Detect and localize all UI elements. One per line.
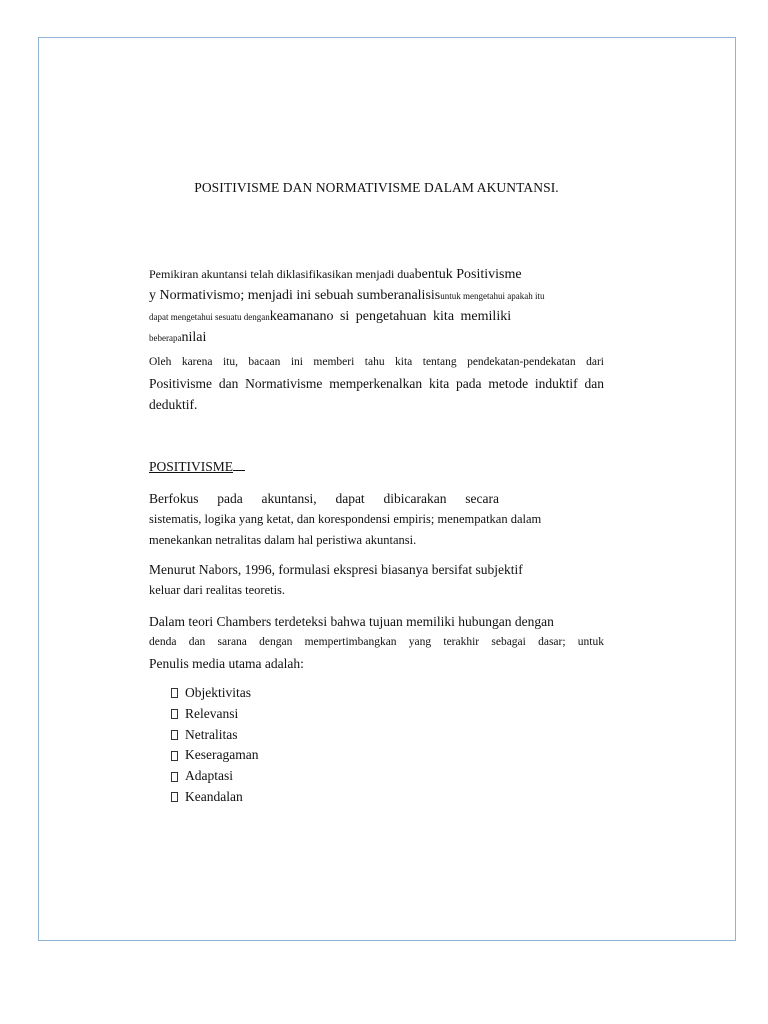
list-item	[171, 787, 258, 808]
section-heading	[149, 458, 245, 475]
paragraph-line: keluar dari realitas teoretis.	[149, 583, 286, 597]
bullet-box-icon	[171, 709, 178, 719]
list-item-label: Adaptasi	[185, 768, 233, 784]
paragraph-chambers	[149, 611, 604, 674]
intro-text: Pemikiran akuntansi telah diklasifikasikan menjadi dua	[149, 267, 415, 281]
list-item-label: Relevansi	[185, 705, 239, 721]
paragraph-line: denda dan sarana dengan mempertimbangkan yang terakhir sebagai dasar; untuk	[149, 636, 604, 648]
word: Berfokus	[149, 491, 199, 506]
word: dibicarakan	[383, 491, 447, 506]
list-item-label: Objektivitas	[185, 685, 251, 700]
intro-text: dapat mengetahui sesuatu dengan	[149, 312, 270, 322]
bullet-box-icon	[171, 751, 178, 761]
list-item-label: Netralitas	[185, 726, 238, 742]
bullet-box-icon	[171, 688, 178, 698]
intro-text: y Normativismo; menjadi ini sebuah sumberanalisis	[149, 288, 441, 303]
bullet-box-icon	[171, 730, 178, 740]
document-title: POSITIVISME DAN NORMATIVISME DALAM AKUNTANSI.	[194, 180, 559, 195]
intro-text: keamanano si pengetahuan kita memiliki	[269, 309, 512, 324]
paragraph-positivism	[149, 488, 604, 551]
list-item	[171, 745, 258, 766]
paragraph-methods	[149, 352, 604, 415]
list-item	[171, 766, 258, 787]
word: secara	[465, 491, 499, 506]
paragraph-line: Dalam teori Chambers terdeteksi bahwa tujuan memiliki hubungan dengan	[149, 614, 554, 629]
list-item	[171, 725, 258, 746]
paragraph-line	[149, 488, 499, 509]
intro-paragraph	[149, 264, 604, 348]
criteria-list	[171, 683, 258, 808]
list-item-label: Keseragaman	[185, 747, 259, 763]
word: pada	[217, 491, 243, 506]
section-heading-text: POSITIVISME	[149, 459, 234, 474]
intro-text: beberapa	[149, 333, 182, 343]
list-item	[171, 704, 258, 725]
heading-underline	[233, 458, 245, 471]
list-item-label: Keandalan	[185, 788, 243, 804]
intro-text: bentuk Positivisme	[414, 267, 522, 282]
document-page	[38, 37, 736, 941]
paragraph-line: Positivisme dan Normativisme memperkenalkan kita pada metode induktif dan	[149, 376, 604, 391]
paragraph-nabors	[149, 559, 604, 601]
word: akuntansi,	[261, 491, 317, 506]
bullet-box-icon	[171, 792, 178, 802]
intro-text: untuk mengetahui apakah itu	[440, 291, 545, 301]
paragraph-line: sistematis, logika yang ketat, dan korespondensi empiris; menempatkan dalam	[149, 512, 542, 526]
paragraph-line: Menurut Nabors, 1996, formulasi ekspresi biasanya bersifat subjektif	[149, 562, 523, 577]
bullet-box-icon	[171, 772, 178, 782]
word: dapat	[335, 491, 365, 506]
paragraph-line: menekankan netralitas dalam hal peristiwa akuntansi.	[149, 533, 417, 547]
intro-text: nilai	[181, 330, 207, 345]
paragraph-line: Oleh karena itu, bacaan ini memberi tahu kita tentang pendekatan-pendekatan dari	[149, 356, 604, 368]
paragraph-line: Penulis media utama adalah:	[149, 656, 304, 671]
paragraph-line: deduktif.	[149, 397, 198, 412]
list-item	[171, 683, 258, 704]
